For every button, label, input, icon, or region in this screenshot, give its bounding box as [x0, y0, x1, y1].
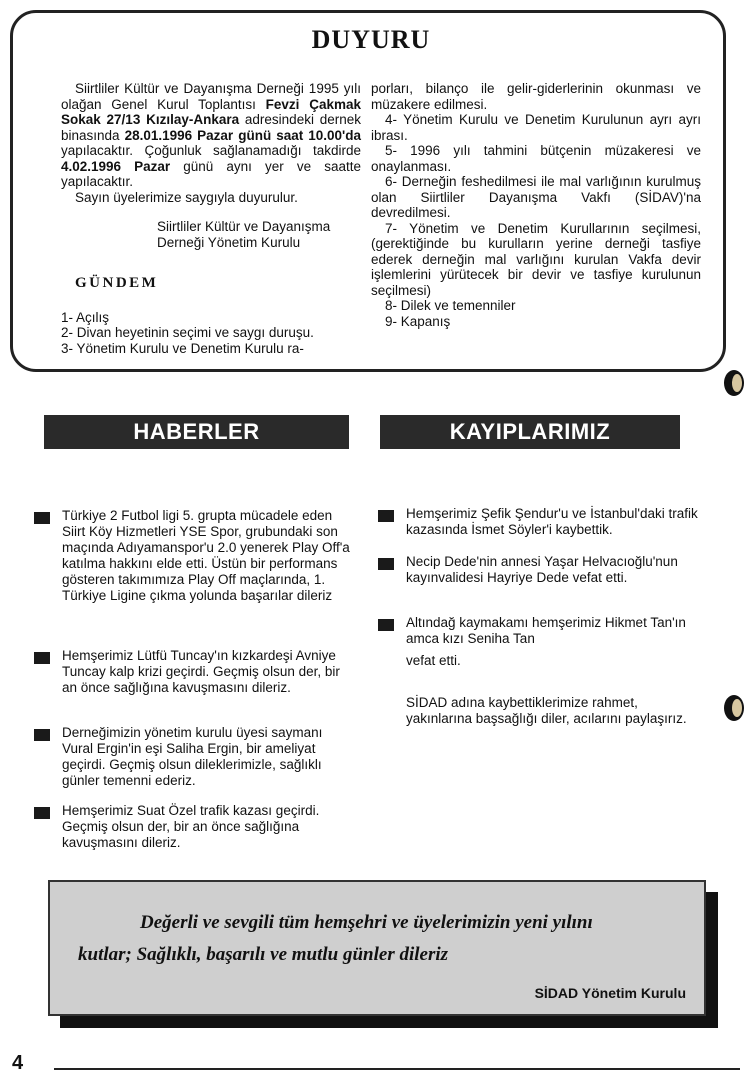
loss-item-text: Necip Dede'nin annesi Yaşar Helvacıoğlu'nun kayınvalidesi Hayriye Dede vefat etti.	[406, 554, 678, 585]
agenda-item: 7- Yönetim ve Denetim Kurullarının seçilmesi, (gerektiğinde bu kurulların yerine derneği tasfiye ederek derneğin mal varlığını kurulan Vakfa devir işlemlerini yürütecek bir devir ve tasfiye kurulunun seçilmesi)	[371, 220, 701, 298]
announcement-closing: Sayın üyelerimize saygıyla duyurulur.	[75, 189, 298, 205]
footer-divider	[54, 1068, 740, 1070]
announcement-paragraph	[61, 81, 361, 190]
loss-item	[378, 615, 698, 669]
page-number: 4	[12, 1052, 24, 1074]
condolence-note	[378, 695, 698, 727]
bullet-square-icon	[378, 558, 394, 570]
agenda-item: 3- Yönetim Kurulu ve Denetim Kurulu ra-	[61, 340, 304, 356]
bullet-square-icon	[34, 807, 50, 819]
announcement-signature	[157, 219, 361, 250]
bullet-square-icon	[34, 652, 50, 664]
loss-item-text: vefat etti.	[406, 653, 461, 668]
agenda-list-left	[61, 310, 361, 357]
loss-item-text: Hemşerimiz Şefik Şendur'u ve İstanbul'daki trafik kazasında İsmet Söyler'i kaybettik.	[406, 506, 698, 537]
greeting-signature: SİDAD Yönetim Kurulu	[534, 985, 686, 1001]
agenda-item: 5- 1996 yılı tahmini bütçenin müzakeresi ve onaylanması.	[371, 143, 701, 174]
alternate-date: 4.02.1996 Pazar	[61, 158, 171, 174]
agenda-item: 8- Dilek ve temenniler	[385, 298, 516, 313]
bullet-square-icon	[34, 729, 50, 741]
announcement-right-column	[371, 81, 701, 329]
announcement-box	[10, 10, 726, 372]
bullet-square-icon	[34, 512, 50, 524]
agenda-item: 9- Kapanış	[385, 313, 451, 329]
greeting-line: Değerli ve sevgili tüm hemşehri ve üyelerimizin yeni yılını	[140, 912, 593, 933]
greeting-box	[48, 880, 706, 1016]
announcement-left-column	[61, 81, 361, 356]
condolence-text: SİDAD adına kaybettiklerimize rahmet, yakınlarına başsağlığı diler, acılarını paylaşırız.	[406, 695, 687, 726]
news-item-text: Türkiye 2 Futbol ligi 5. grupta mücadele eden Siirt Köy Hizmetleri YSE Spor, grubundaki son maçında Adıyamanspor'u 2.0 yenerek Play Off'a katılma hakkını elde etti. Üstün bir performans gösteren takımımıza Play Off maçlarında, 1. Türkiye Ligine çıkma yolunda başarılar dileriz	[62, 508, 350, 603]
meeting-date: 28.01.1996 Pazar günü saat 10.00'da	[124, 127, 361, 143]
signature-line: Siirtliler Kültür ve Dayanışma	[157, 219, 331, 234]
news-item	[34, 648, 354, 696]
agenda-item: porları, bilanço ile gelir-giderlerinin okunması ve müzakere edilmesi.	[371, 81, 701, 112]
signature-line: Derneği Yönetim Kurulu	[157, 234, 301, 250]
news-item-text: Hemşerimiz Suat Özel trafik kazası geçirdi. Geçmiş olsun der, bir an önce sağlığına kavuşmasını dileriz.	[62, 803, 320, 850]
news-item-text: Hemşerimiz Lütfü Tuncay'ın kızkardeşi Avniye Tuncay kalp krizi geçirdi. Geçmiş olsun der, bir an önce sağlığına kavuşmasını dileriz.	[62, 648, 340, 695]
text-run: yapılacaktır. Çoğunluk sağlanamadığı takdirde	[61, 143, 361, 158]
greeting-line: kutlar; Sağlıklı, başarılı ve mutlu günler dileriz	[78, 944, 449, 965]
binder-hole-icon	[724, 370, 744, 396]
news-item-text: Derneğimizin yönetim kurulu üyesi saymanı Vural Ergin'in eşi Saliha Ergin, bir ameliyat geçirdi. Geçmiş olsun dileklerimizle, sağlıklı günler temenni ederiz.	[62, 725, 323, 788]
agenda-item: 2- Divan heyetinin seçimi ve saygı duruşu.	[61, 325, 314, 340]
agenda-item: 4- Yönetim Kurulu ve Denetim Kurulunun ayrı ayrı ibrası.	[371, 112, 701, 143]
agenda-item: 6- Derneğin feshedilmesi ile mal varlığının kurulmuş olan Siirtliler Dayanışma Vakfı (SİDAV)'na devredilmesi.	[371, 174, 701, 220]
loss-item	[378, 554, 698, 586]
news-header: HABERLER	[44, 415, 349, 449]
text-run: adresindeki dernek binasında	[61, 112, 361, 143]
announcement-title: DUYURU	[311, 25, 431, 54]
news-item	[34, 803, 354, 851]
bullet-square-icon	[378, 619, 394, 631]
agenda-item: 1- Açılış	[61, 309, 110, 325]
address-text: Fevzi Çakmak Sokak 27/13 Kızılay-Ankara	[61, 96, 361, 127]
loss-item-text: Altındağ kaymakamı hemşerimiz Hikmet Tan'ın amca kızı Seniha Tan	[406, 615, 686, 646]
news-item	[34, 725, 354, 789]
loss-item	[378, 506, 698, 538]
bullet-square-icon	[378, 510, 394, 522]
text-run: Siirtliler Kültür ve Dayanışma Derneği 1995 yılı olağan Genel Kurul Toplantısı	[61, 81, 361, 112]
text-run: günü aynı yer ve saatte yapılacaktır.	[61, 158, 361, 189]
losses-header: KAYIPLARIMIZ	[380, 415, 680, 449]
news-item	[34, 508, 354, 604]
binder-hole-icon	[724, 695, 744, 721]
agenda-title: GÜNDEM	[75, 275, 159, 291]
